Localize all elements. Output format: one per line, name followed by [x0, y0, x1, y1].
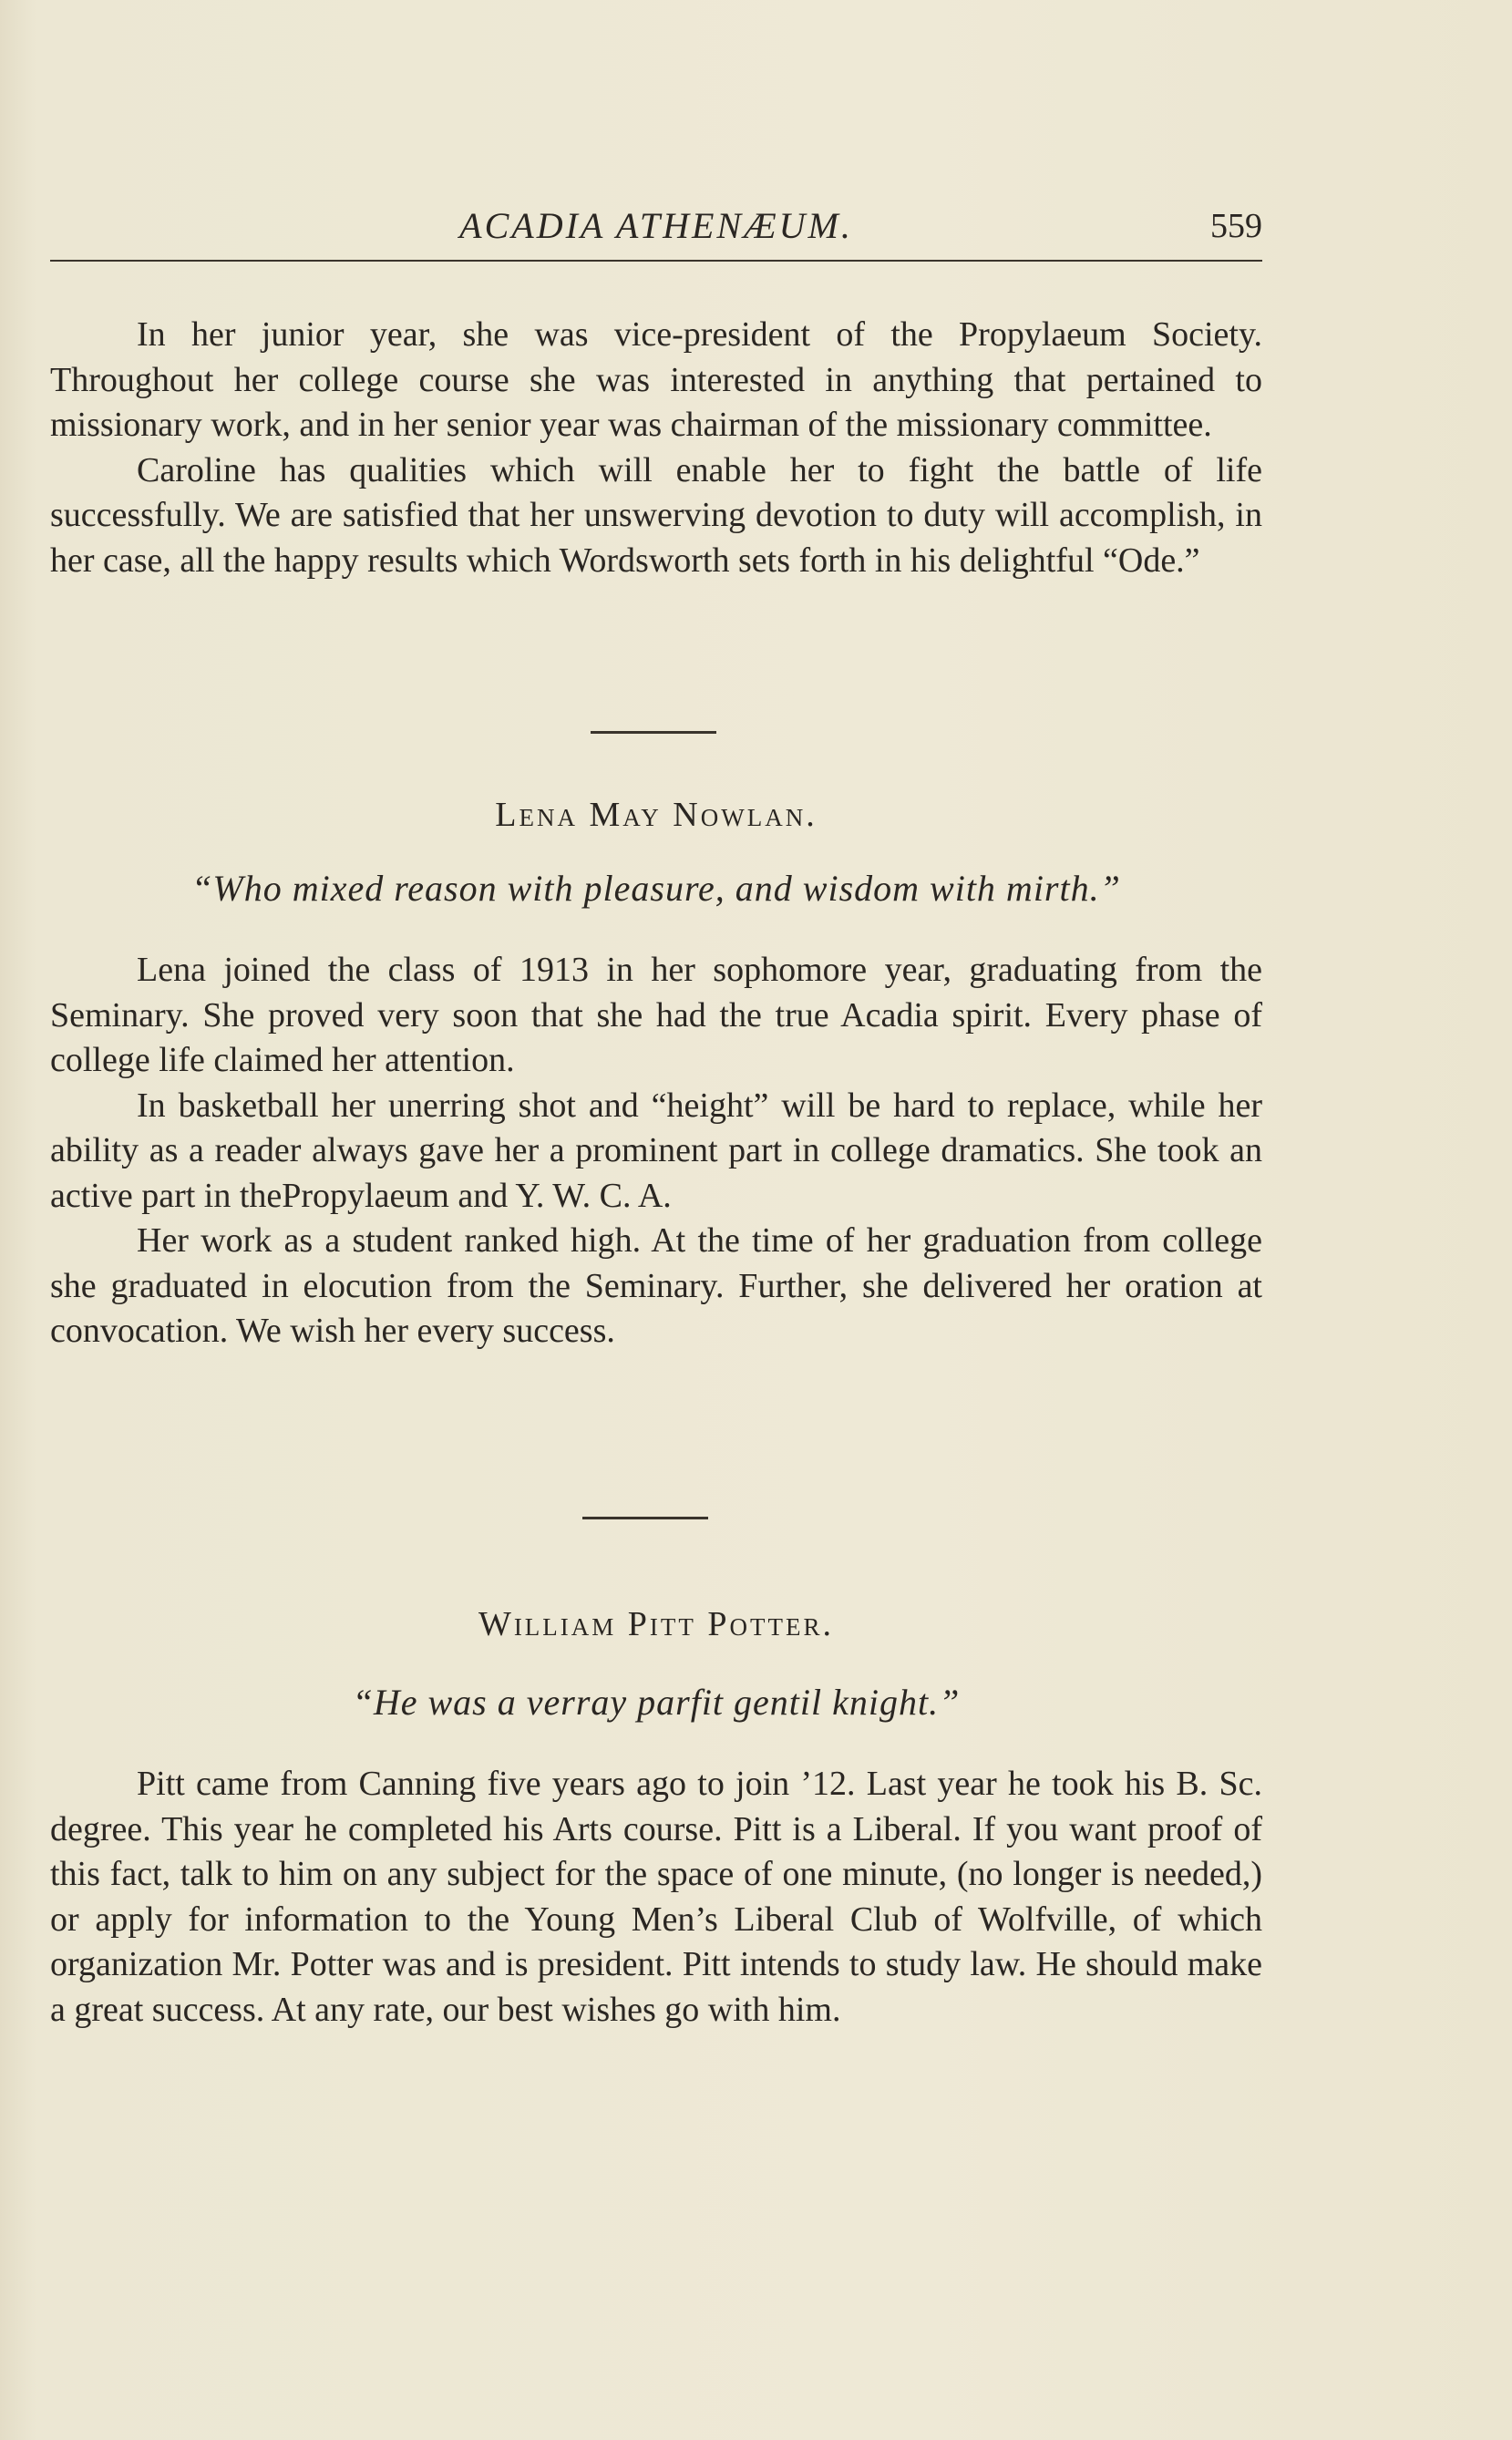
page-header: [50, 199, 1262, 253]
paragraph: Pitt came from Canning five years ago to join ’12. Last year he took his B. Sc. degree. This year he completed his Arts course. Pitt is a Liberal. If you want proof of this fact, talk to him on any subject for the space of one minute, (no longer is needed,) or apply for information to the Young Men’s Liberal Club of Wolfville, of which organization Mr. Potter was and is president. Pitt intends to study law. He should make a great success. At any rate, our best wishes go with him.: [50, 1765, 1262, 2029]
paragraph: Caroline has qualities which will enable her to fight the battle of life successfully. We are satisfied that her unswerving devotion to duty will accomplish, in her case, all the happy results which Wordsworth sets forth in his delightful “Ode.”: [50, 450, 1262, 580]
section-separator: [591, 731, 716, 734]
paragraph: In her junior year, she was vice-president of the Propylaeum Society. Throughout her college course she was interested in anything that pertained to missionary work, and in her senior year was chairman of the missionary committee.: [50, 315, 1262, 444]
lena-biography: [50, 948, 1262, 1354]
epigraph-lena: “Who mixed reason with pleasure, and wisdom with mirth.”: [191, 868, 1121, 909]
paragraph: Lena joined the class of 1913 in her sophomore year, graduating from the Seminary. She proved very soon that she had the true Acadia spirit. Every phase of college life claimed her attention.: [50, 951, 1262, 1079]
running-title: ACADIA ATHENÆUM.: [459, 205, 853, 246]
epigraph-william: “He was a verray parfit gentil knight.”: [352, 1682, 961, 1723]
paragraph: In basketball her unerring shot and “height” will be hard to replace, while her ability as a reader always gave her a prominent part in college dramatics. She took an active part in thePropylaeum and Y. W. C. A.: [50, 1086, 1262, 1215]
header-rule: [50, 260, 1262, 262]
section-separator: [582, 1517, 708, 1519]
continued-biography: [50, 313, 1262, 583]
paragraph: Her work as a student ranked high. At the time of her graduation from college she graduated in elocution from the Seminary. Further, she delivered her oration at convocation. We wish her every success.: [50, 1221, 1262, 1350]
section-heading-lena: Lena May Nowlan.: [495, 796, 818, 834]
page-number: 559: [1210, 207, 1262, 245]
william-biography: [50, 1762, 1262, 2033]
section-heading-william: William Pitt Potter.: [478, 1605, 835, 1643]
